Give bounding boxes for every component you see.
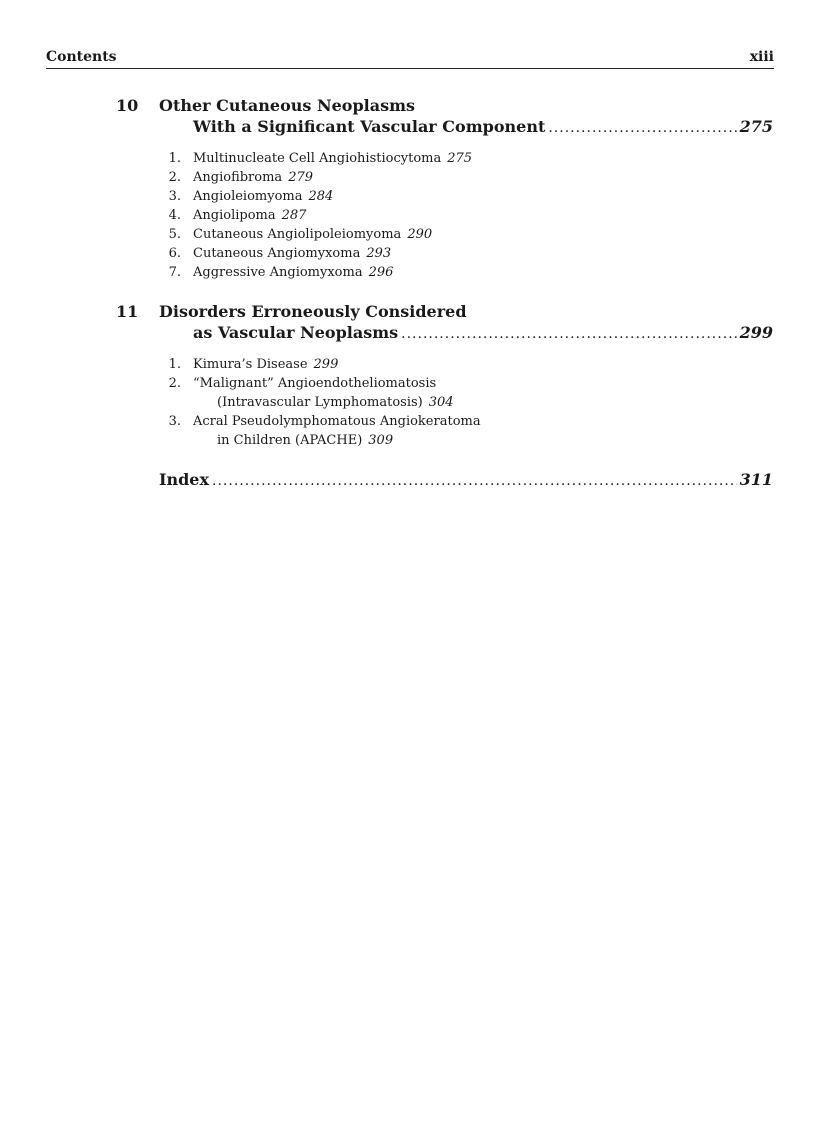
section-page-number: 275 <box>447 151 473 166</box>
section-number: 3. <box>168 189 181 204</box>
section-item <box>163 225 472 244</box>
chapter-title-text: With a Significant Vascular Component <box>193 117 546 136</box>
chapter-page-number: 275 <box>739 117 773 136</box>
section-page-number: 290 <box>407 227 433 242</box>
section-item <box>163 187 472 206</box>
section-title-continuation: (Intravascular Lymphomatosis) <box>217 395 423 410</box>
section-number: 1. <box>168 151 181 166</box>
chapter-number: 11 <box>116 302 139 321</box>
section-page-number: 284 <box>308 189 334 204</box>
chapter-title-line-1: Disorders Erroneously Considered <box>159 302 467 321</box>
dot-leader <box>401 324 736 345</box>
index-label: Index <box>159 470 210 489</box>
section-title: Cutaneous Angiolipoleiomyoma <box>193 227 402 242</box>
section-page-number: 293 <box>366 246 392 261</box>
section-item <box>163 244 472 263</box>
running-head <box>46 46 774 69</box>
section-number: 7. <box>168 265 181 280</box>
section-item <box>163 355 481 374</box>
section-title-continuation: in Children (APACHE) <box>217 433 363 448</box>
section-page-number: 299 <box>313 357 339 372</box>
running-head-title: Contents <box>46 49 117 65</box>
section-title: Angiofibroma <box>193 170 283 185</box>
section-page-number: 304 <box>428 395 454 410</box>
dot-leader <box>548 118 736 139</box>
section-title: Multinucleate Cell Angiohistiocytoma <box>193 151 442 166</box>
section-number: 1. <box>168 357 181 372</box>
dot-leader <box>212 471 737 492</box>
section-number: 2. <box>168 376 181 391</box>
section-title: Kimura’s Disease <box>193 357 308 372</box>
section-item <box>163 412 481 450</box>
running-head-page-number: xiii <box>749 49 774 65</box>
chapter-title-line-2 <box>193 322 773 345</box>
chapter-page-number: 299 <box>739 323 773 342</box>
section-title: Acral Pseudolymphomatous Angiokeratoma <box>193 414 481 429</box>
section-page-number: 279 <box>288 170 314 185</box>
section-title: Aggressive Angiomyxoma <box>193 265 363 280</box>
section-title: Angiolipoma <box>193 208 276 223</box>
section-number: 2. <box>168 170 181 185</box>
section-list <box>163 149 472 282</box>
chapter-title-line-2 <box>193 116 773 139</box>
section-item <box>163 149 472 168</box>
section-page-number: 309 <box>368 433 394 448</box>
chapter-title-text: as Vascular Neoplasms <box>193 323 399 342</box>
section-item <box>163 374 481 412</box>
section-number: 3. <box>168 414 181 429</box>
section-number: 6. <box>168 246 181 261</box>
section-item <box>163 206 472 225</box>
section-item <box>163 263 472 282</box>
section-item <box>163 168 472 187</box>
section-list <box>163 355 481 450</box>
index-entry <box>159 469 773 492</box>
index-page-number: 311 <box>739 470 773 489</box>
section-page-number: 296 <box>368 265 394 280</box>
section-title: Cutaneous Angiomyxoma <box>193 246 361 261</box>
section-number: 4. <box>168 208 181 223</box>
section-title: Angioleiomyoma <box>193 189 303 204</box>
section-page-number: 287 <box>281 208 307 223</box>
section-title: “Malignant” Angioendotheliomatosis <box>193 376 437 391</box>
chapter-title-line-1: Other Cutaneous Neoplasms <box>159 96 416 115</box>
section-number: 5. <box>168 227 181 242</box>
chapter-number: 10 <box>116 96 139 115</box>
